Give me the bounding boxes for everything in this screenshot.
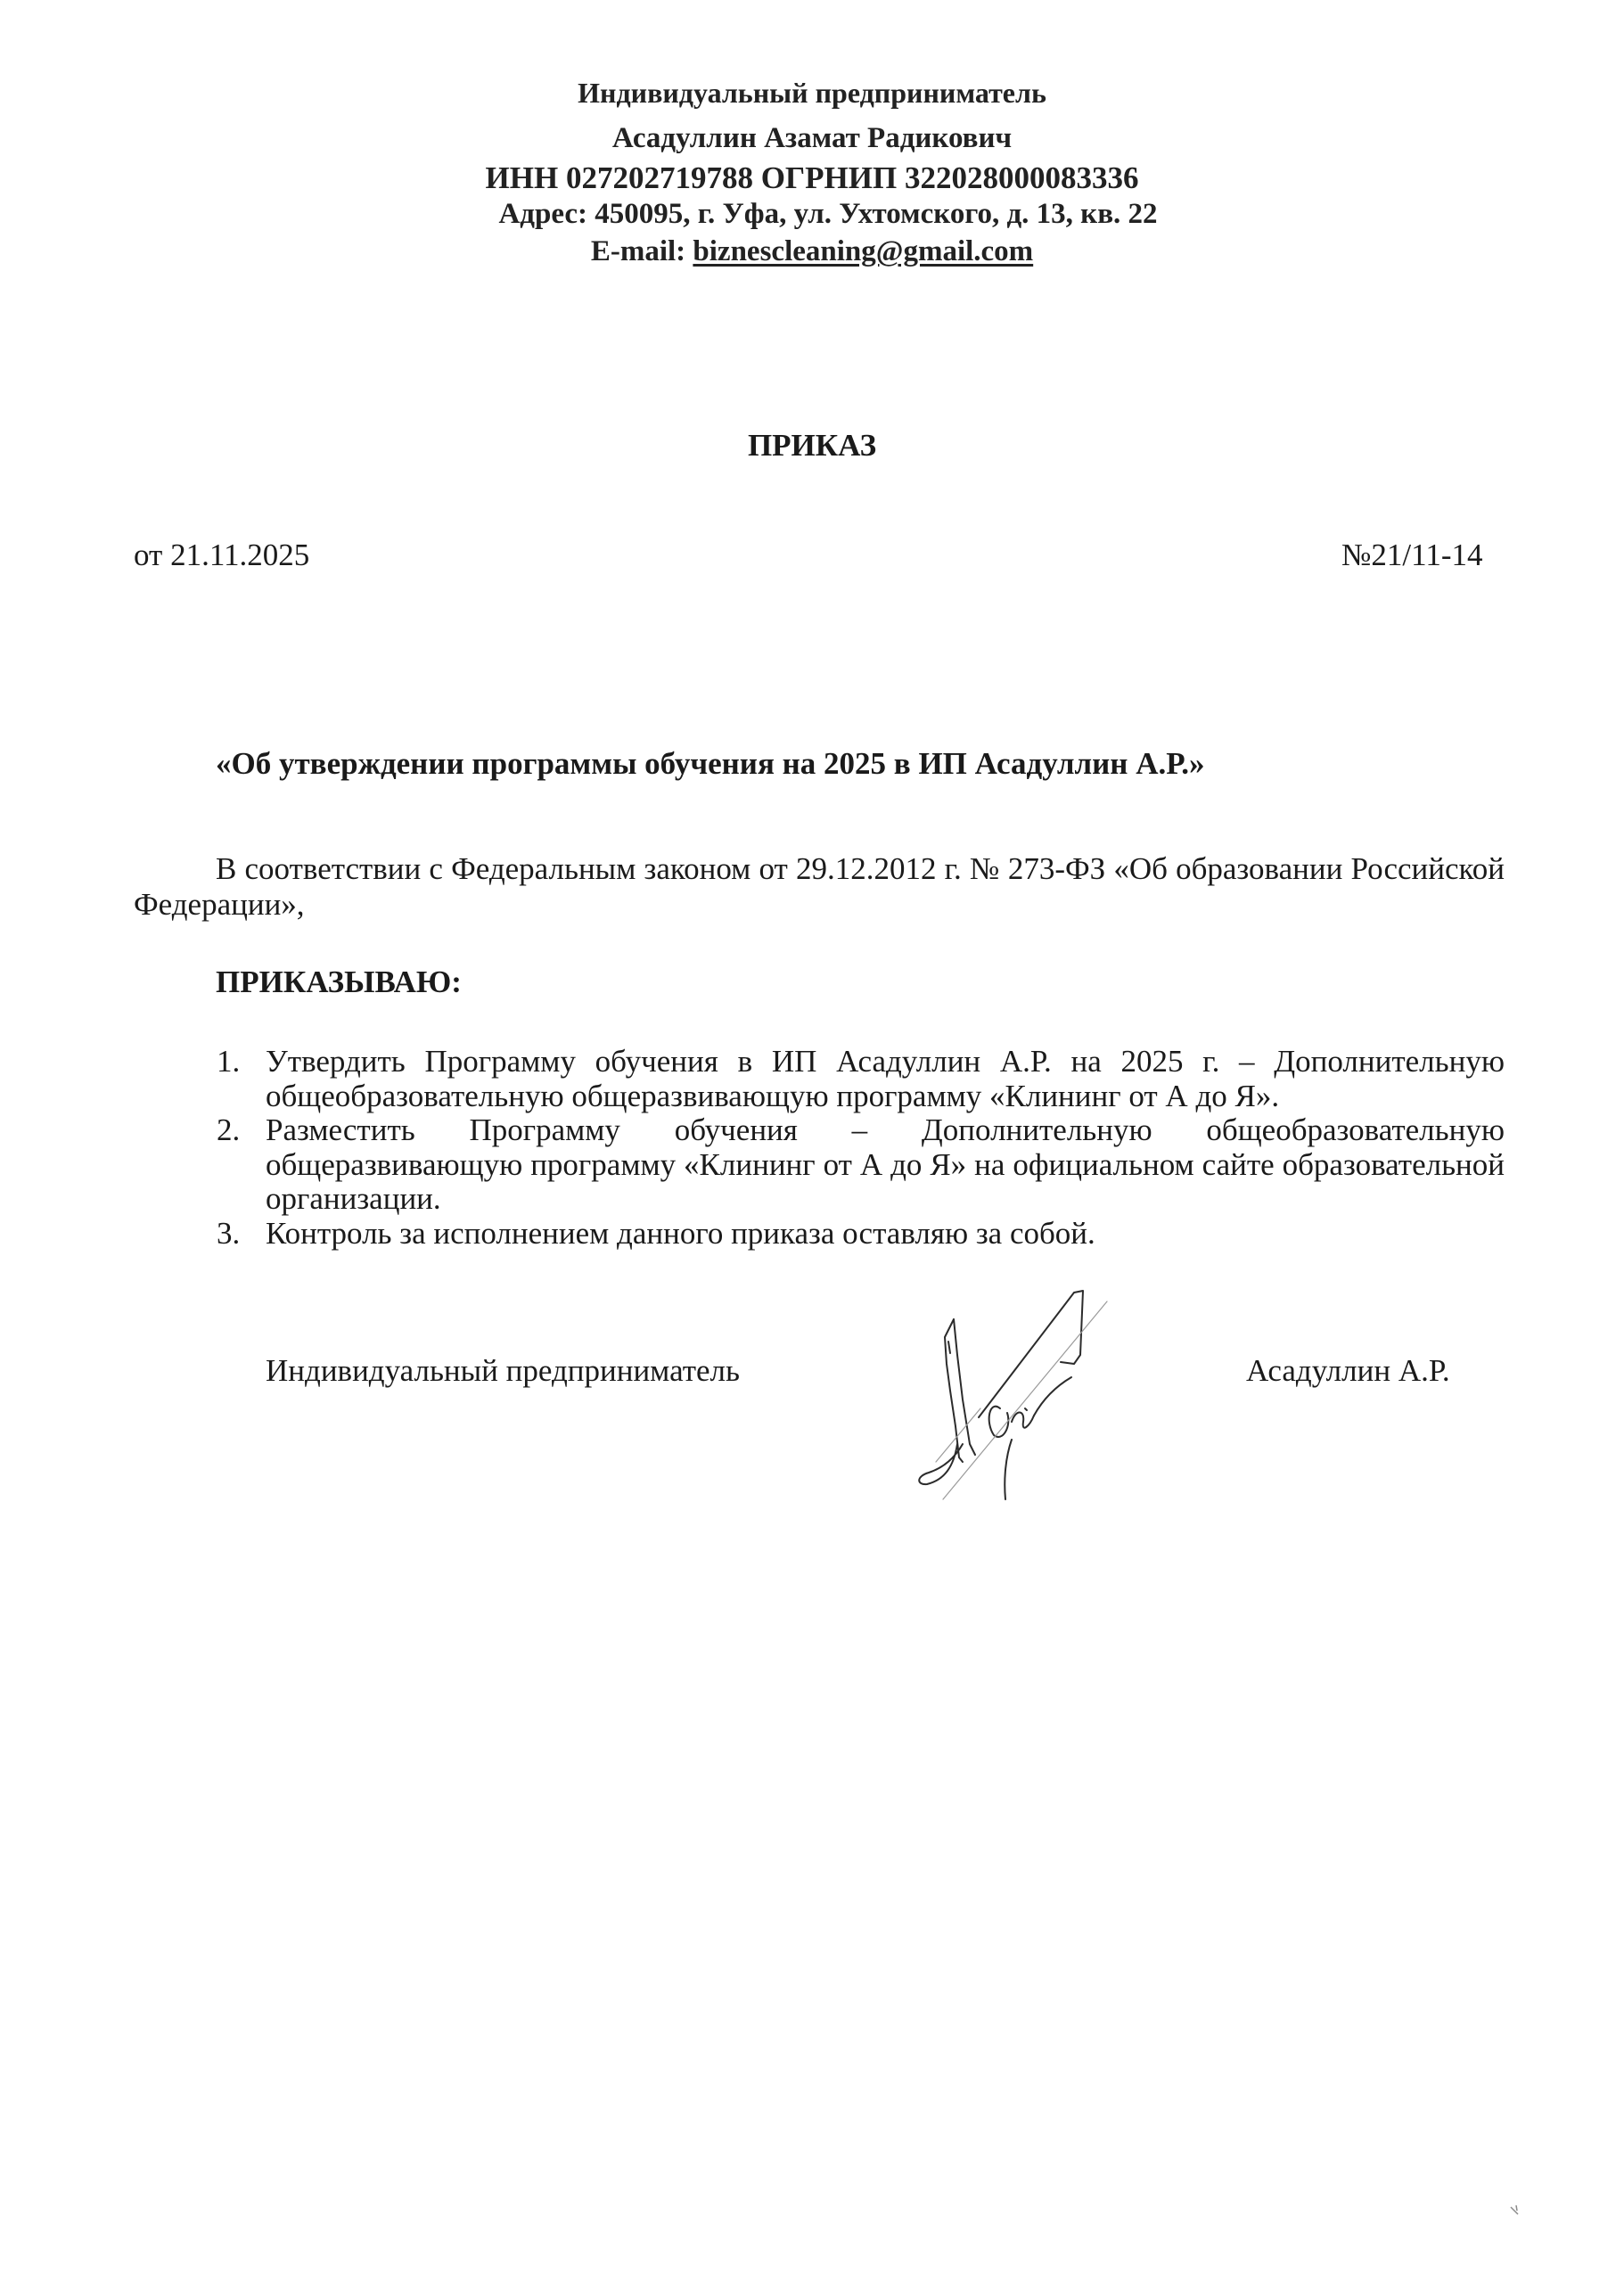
signatory-role: Индивидуальный предприниматель	[266, 1353, 740, 1388]
order-heading: ПРИКАЗЫВАЮ:	[216, 965, 462, 999]
document-subject: «Об утверждении программы обучения на 2025 в ИП Асадуллин А.Р.»	[216, 746, 1205, 781]
list-item-text: Разместить Программу обучения – Дополнительную общеобразовательную общеразвивающую программу «Клининг от А до Я» на официальном сайте образовательной организации.	[266, 1112, 1505, 1216]
list-item	[217, 1217, 1505, 1252]
list-item-number: 3.	[217, 1215, 241, 1251]
list-item-text: Утвердить Программу обучения в ИП Асадуллин А.Р. на 2025 г. – Дополнительную общеобразовательную общеразвивающую программу «Клининг от А до Я».	[266, 1044, 1505, 1113]
email-label: E-mail:	[590, 235, 686, 267]
document-title: ПРИКАЗ	[747, 428, 877, 463]
issuer-email-line	[0, 235, 1624, 268]
list-item-number: 1.	[217, 1044, 241, 1079]
issuer-registration: ИНН 027202719788 ОГРНИП 322028000083336	[485, 160, 1139, 195]
issuer-address: Адрес: 450095, г. Уфа, ул. Ухтомского, д. 13, кв. 22	[498, 198, 1158, 230]
document-date: от 21.11.2025	[134, 538, 310, 572]
document-number: №21/11-14	[1341, 538, 1483, 572]
list-item	[217, 1113, 1505, 1217]
scan-speck-icon	[1509, 2204, 1521, 2216]
issuer-name: Асадуллин Азамат Радикович	[611, 122, 1013, 154]
email-link[interactable]: biznescleaning@gmail.com	[693, 235, 1034, 267]
preamble-paragraph: В соответствии с Федеральным законом от 29.12.2012 г. № 273-ФЗ «Об образовании Российской Федерации»,	[134, 851, 1505, 922]
handwritten-signature-icon	[900, 1266, 1132, 1506]
signatory-name: Асадуллин А.Р.	[1246, 1353, 1450, 1388]
list-item	[217, 1045, 1505, 1113]
order-items-list	[217, 1045, 1505, 1251]
list-item-text: Контроль за исполнением данного приказа оставляю за собой.	[266, 1215, 1095, 1251]
issuer-title: Индивидуальный предприниматель	[578, 77, 1046, 109]
list-item-number: 2.	[217, 1112, 241, 1147]
